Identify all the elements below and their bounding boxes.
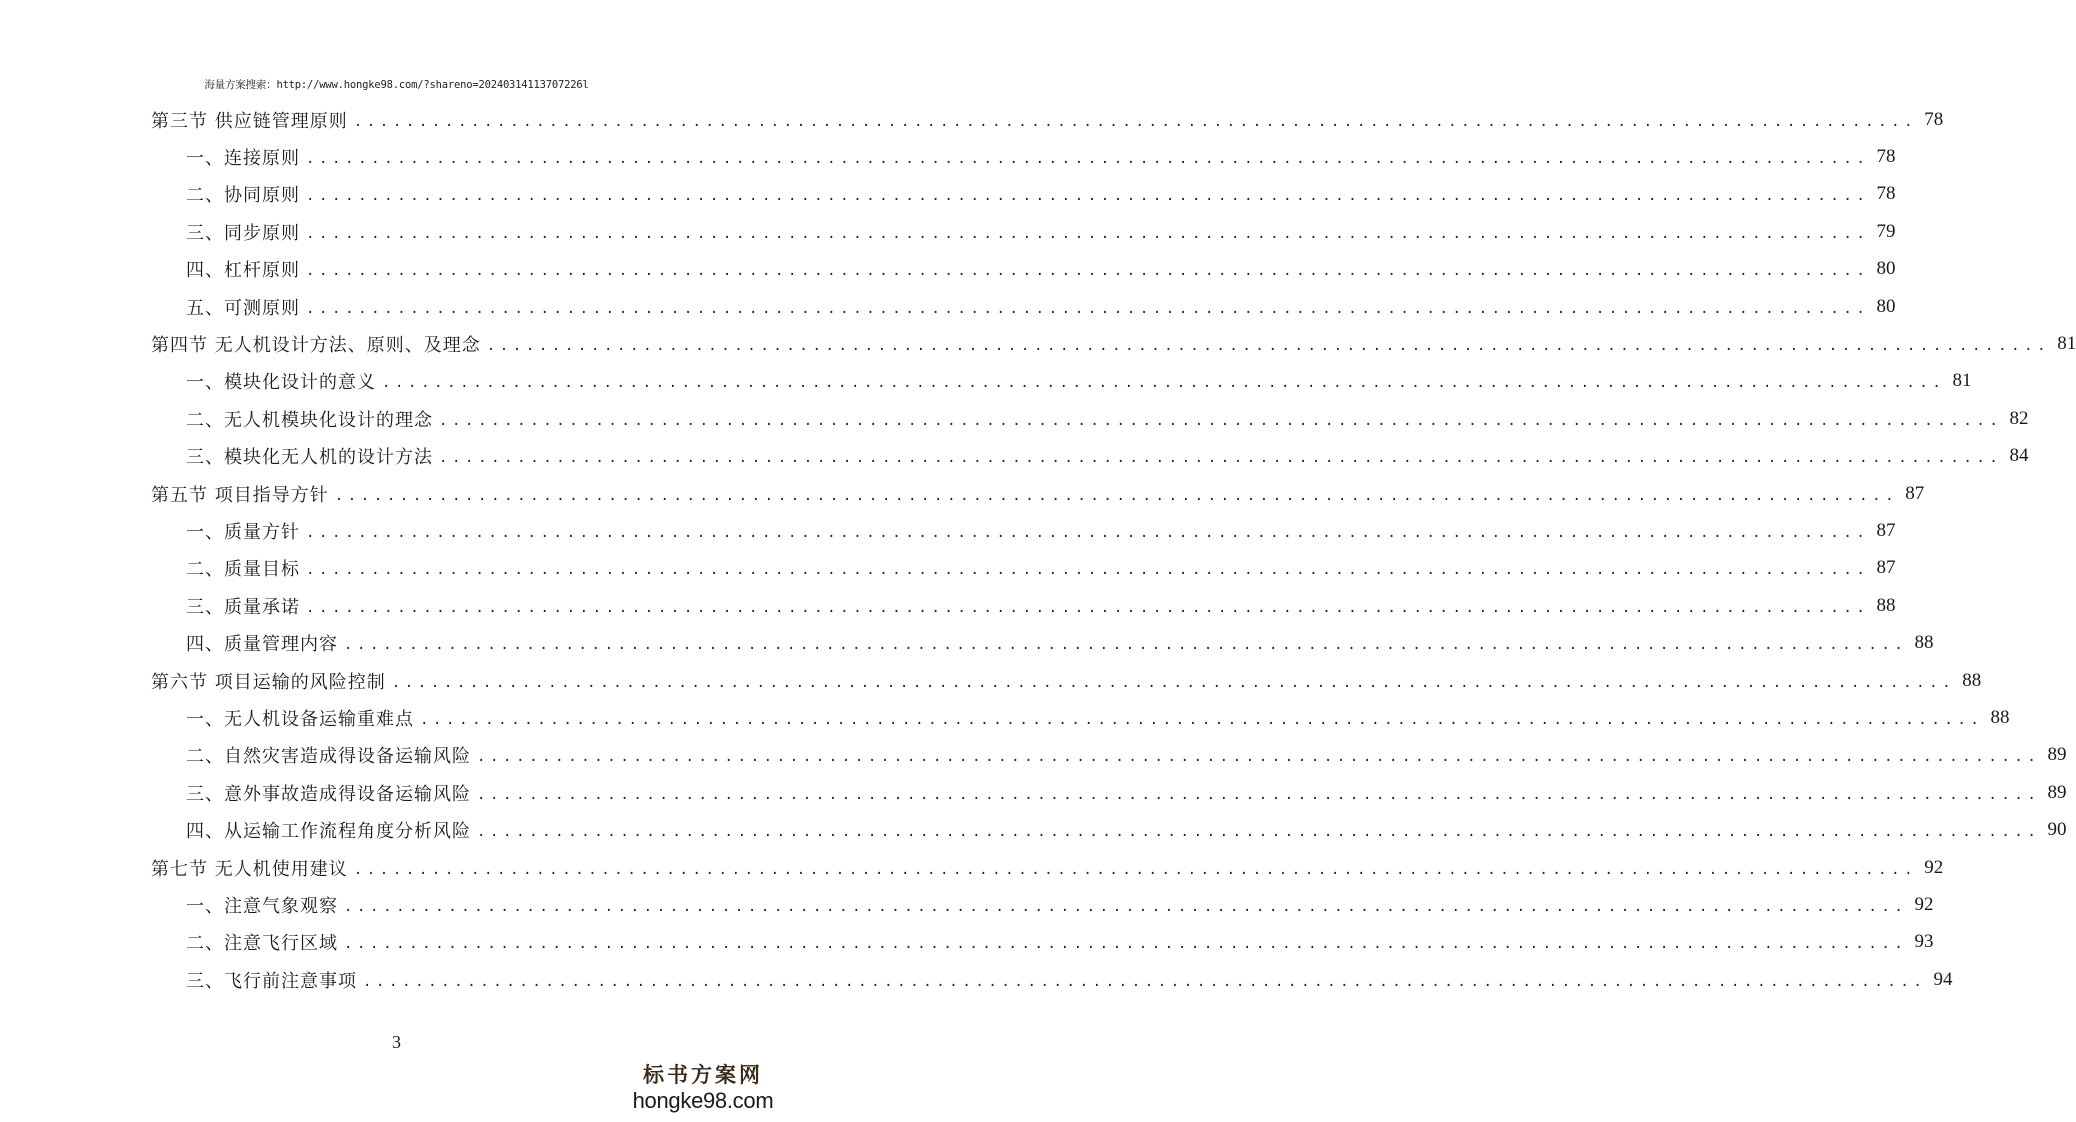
toc-subsection-entry[interactable] <box>186 363 1972 400</box>
toc-entry-page-number: 92 <box>1914 893 1934 915</box>
toc-entry-page-number: 87 <box>1876 557 1896 579</box>
toc-entry-title: 四、从运输工作流程角度分析风险 <box>186 821 471 843</box>
toc-section-entry[interactable] <box>151 325 2076 362</box>
toc-dot-leader: ........................................................................................................................ <box>353 113 1918 130</box>
toc-dot-leader: ........................................................................................................................ <box>306 524 1870 541</box>
toc-entry-page-number: 81 <box>2057 332 2076 354</box>
toc-entry-title: 四、质量管理内容 <box>186 634 338 656</box>
toc-subsection-entry[interactable] <box>186 438 2029 475</box>
toc-subsection-entry[interactable] <box>186 812 2067 849</box>
toc-dot-leader: ........................................................................................................................ <box>344 898 1908 915</box>
toc-subsection-entry[interactable] <box>186 288 1896 325</box>
toc-dot-leader: ........................................................................................................................ <box>344 936 1908 953</box>
toc-entry-page-number: 80 <box>1876 258 1896 280</box>
toc-entry-title: 一、注意气象观察 <box>186 895 338 917</box>
toc-dot-leader: ........................................................................................................................ <box>353 861 1918 878</box>
toc-entry-title: 三、飞行前注意事项 <box>186 970 357 992</box>
toc-entry-title: 二、自然灾害造成得设备运输风险 <box>186 746 471 768</box>
toc-subsection-entry[interactable] <box>186 924 1934 961</box>
toc-dot-leader: ........................................................................................................................ <box>420 711 1984 728</box>
toc-entry-title: 第五节 项目指导方针 <box>151 484 329 506</box>
toc-dot-leader: ........................................................................................................................ <box>391 674 1956 691</box>
toc-dot-leader: ........................................................................................................................ <box>306 263 1870 280</box>
toc-dot-leader: ........................................................................................................................ <box>306 599 1870 616</box>
toc-dot-leader: ........................................................................................................................ <box>486 337 2051 354</box>
toc-entry-title: 四、杠杆原则 <box>186 260 300 282</box>
toc-subsection-entry[interactable] <box>186 512 1896 549</box>
header-source-note: 海量方案搜索：http://www.hongke98.com/?shareno=20240314113707226l <box>204 79 589 91</box>
toc-section-entry[interactable] <box>151 662 1982 699</box>
toc-subsection-entry[interactable] <box>186 699 2010 736</box>
toc-entry-title: 二、注意飞行区域 <box>186 933 338 955</box>
toc-entry-page-number: 79 <box>1876 220 1896 242</box>
toc-subsection-entry[interactable] <box>186 886 1934 923</box>
toc-subsection-entry[interactable] <box>186 737 2067 774</box>
toc-dot-leader: ........................................................................................................................ <box>477 786 2041 803</box>
toc-entry-page-number: 84 <box>2009 445 2029 467</box>
toc-subsection-entry[interactable] <box>186 400 2029 437</box>
toc-section-entry[interactable] <box>151 101 1944 138</box>
toc-entry-title: 第三节 供应链管理原则 <box>151 110 348 132</box>
toc-entry-page-number: 90 <box>2047 819 2067 841</box>
toc-entry-page-number: 87 <box>1876 519 1896 541</box>
toc-dot-leader: ........................................................................................................................ <box>439 450 2003 467</box>
toc-entry-page-number: 88 <box>1962 669 1982 691</box>
toc-dot-leader: ........................................................................................................................ <box>306 225 1870 242</box>
toc-subsection-entry[interactable] <box>186 625 1934 662</box>
toc-entry-page-number: 80 <box>1876 295 1896 317</box>
toc-entry-page-number: 78 <box>1876 183 1896 205</box>
toc-entry-title: 三、意外事故造成得设备运输风险 <box>186 783 471 805</box>
toc-entry-page-number: 93 <box>1914 931 1934 953</box>
toc-entry-page-number: 88 <box>1914 632 1934 654</box>
watermark-en-text: hongke98.com <box>632 1088 774 1113</box>
toc-dot-leader: ........................................................................................................................ <box>363 973 1927 990</box>
toc-dot-leader: ........................................................................................................................ <box>334 487 1899 504</box>
toc-dot-leader: ........................................................................................................................ <box>477 824 2041 841</box>
toc-entry-page-number: 89 <box>2047 744 2067 766</box>
toc-entry-title: 第四节 无人机设计方法、原则、及理念 <box>151 334 481 356</box>
toc-entry-page-number: 78 <box>1924 108 1944 130</box>
toc-dot-leader: ........................................................................................................................ <box>382 375 1946 392</box>
toc-subsection-entry[interactable] <box>186 961 1953 998</box>
toc-entry-title: 三、质量承诺 <box>186 596 300 618</box>
toc-entry-title: 三、模块化无人机的设计方法 <box>186 447 433 469</box>
toc-entry-title: 一、质量方针 <box>186 521 300 543</box>
toc-entry-title: 二、无人机模块化设计的理念 <box>186 409 433 431</box>
toc-section-entry[interactable] <box>151 849 1944 886</box>
toc-entry-title: 第七节 无人机使用建议 <box>151 858 348 880</box>
toc-subsection-entry[interactable] <box>186 213 1896 250</box>
toc-entry-title: 一、无人机设备运输重难点 <box>186 708 414 730</box>
toc-subsection-entry[interactable] <box>186 138 1896 175</box>
toc-subsection-entry[interactable] <box>186 550 1896 587</box>
toc-dot-leader: ........................................................................................................................ <box>477 749 2041 766</box>
toc-entry-title: 一、连接原则 <box>186 147 300 169</box>
toc-dot-leader: ........................................................................................................................ <box>439 412 2003 429</box>
toc-dot-leader: ........................................................................................................................ <box>306 300 1870 317</box>
toc-entry-title: 一、模块化设计的意义 <box>186 372 376 394</box>
toc-subsection-entry[interactable] <box>186 251 1896 288</box>
toc-section-entry[interactable] <box>151 475 1925 512</box>
toc-dot-leader: ........................................................................................................................ <box>306 188 1870 205</box>
toc-entry-page-number: 94 <box>1933 968 1953 990</box>
toc-subsection-entry[interactable] <box>186 176 1896 213</box>
toc-entry-title: 三、同步原则 <box>186 222 300 244</box>
toc-dot-leader: ........................................................................................................................ <box>344 637 1908 654</box>
toc-entry-title: 二、协同原则 <box>186 185 300 207</box>
toc-entry-title: 第六节 项目运输的风险控制 <box>151 671 386 693</box>
site-watermark-logo <box>623 1062 783 1114</box>
toc-entry-title: 五、可测原则 <box>186 297 300 319</box>
page-number: 3 <box>392 1032 401 1052</box>
toc-entry-title: 二、质量目标 <box>186 559 300 581</box>
toc-dot-leader: ........................................................................................................................ <box>306 562 1870 579</box>
toc-subsection-entry[interactable] <box>186 774 2067 811</box>
toc-subsection-entry[interactable] <box>186 587 1896 624</box>
toc-entry-page-number: 87 <box>1905 482 1925 504</box>
watermark-cn-text: 标书方案网 <box>643 1062 763 1087</box>
toc-entry-page-number: 88 <box>1990 706 2010 728</box>
toc-entry-page-number: 92 <box>1924 856 1944 878</box>
toc-entry-page-number: 88 <box>1876 594 1896 616</box>
toc-entry-page-number: 81 <box>1952 370 1972 392</box>
toc-entry-page-number: 89 <box>2047 781 2067 803</box>
toc-entry-page-number: 82 <box>2009 407 2029 429</box>
toc-dot-leader: ........................................................................................................................ <box>306 150 1870 167</box>
toc-entry-page-number: 78 <box>1876 145 1896 167</box>
